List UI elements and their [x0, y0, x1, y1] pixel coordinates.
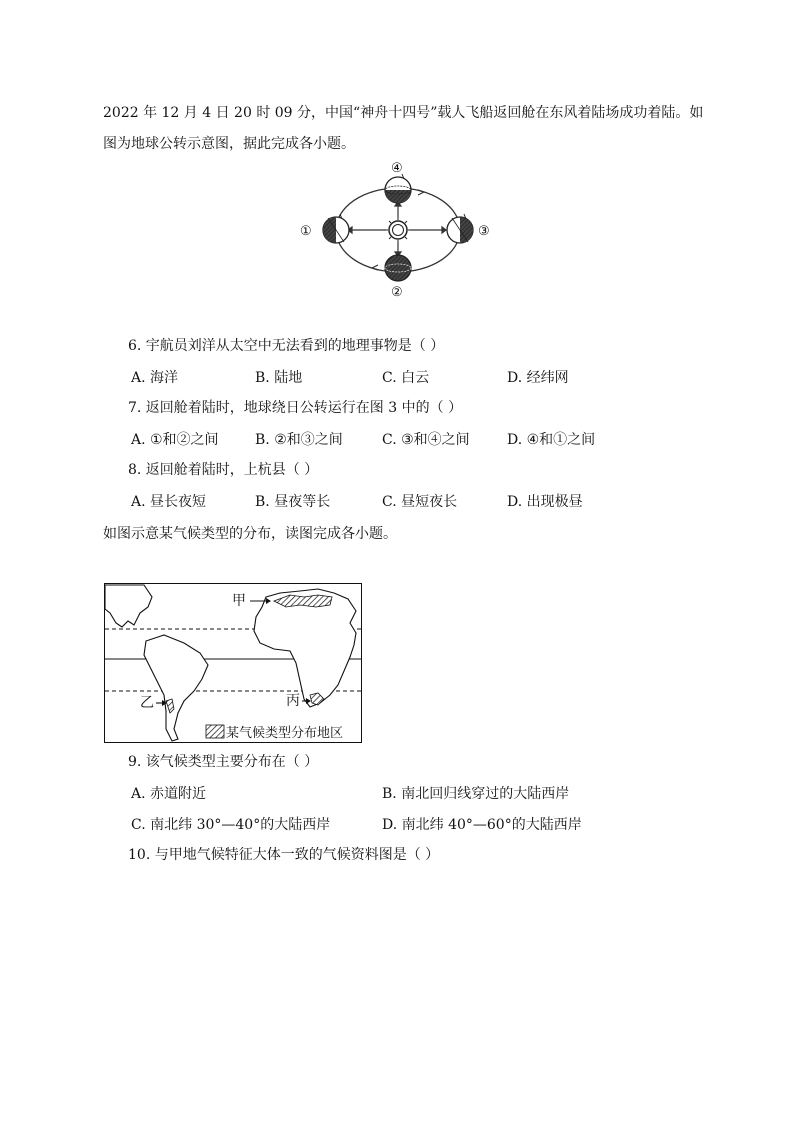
intro-line-2: 图为地球公转示意图，据此完成各小题。	[103, 136, 355, 152]
orbit-label-1: ①	[300, 224, 312, 239]
earth-position-4	[385, 174, 411, 203]
q6-option-b: B. 陆地	[255, 370, 303, 386]
earth-position-1	[323, 214, 349, 243]
q8-option-c: C. 昼短夜长	[382, 494, 458, 510]
q9-option-b: B. 南北回归线穿过的大陆西岸	[382, 786, 570, 802]
q9-option-a: A. 赤道附近	[131, 786, 207, 802]
orbit-label-3: ③	[478, 224, 490, 239]
map-label-bing: 丙	[286, 693, 300, 709]
q6-stem: 6. 宇航员刘洋从太空中无法看到的地理事物是（ ）	[128, 338, 445, 354]
q9-option-d: D. 南北纬 40°—60°的大陆西岸	[382, 817, 582, 833]
q7-option-c: C. ③和④之间	[382, 432, 470, 448]
q8-option-b: B. 昼夜等长	[255, 494, 331, 510]
q6-option-a: A. 海洋	[131, 370, 179, 386]
map-label-jia: 甲	[232, 593, 246, 609]
orbit-label-2: ②	[391, 285, 403, 300]
q8-option-d: D. 出现极昼	[507, 494, 583, 510]
q7-stem: 7. 返回舱着陆时，地球绕日公转运行在图 3 中的（ ）	[128, 400, 463, 416]
orbit-arrow-top	[418, 190, 424, 195]
q8-stem: 8. 返回舱着陆时，上杭县（ ）	[128, 462, 319, 478]
q7-option-a: A. ①和②之间	[131, 432, 219, 448]
climate-distribution-map	[104, 583, 362, 743]
q6-option-d: D. 经纬网	[507, 370, 569, 386]
q7-option-d: D. ④和①之间	[507, 432, 596, 448]
q7-option-b: B. ②和③之间	[255, 432, 343, 448]
q8-option-a: A. 昼长夜短	[131, 494, 207, 510]
earth-orbit-diagram	[298, 160, 508, 300]
legend-swatch	[206, 725, 224, 738]
q10-stem: 10. 与甲地气候特征大体一致的气候资料图是（ ）	[128, 847, 440, 863]
sun-icon	[385, 217, 411, 243]
legend-text: 某气候类型分布地区	[226, 726, 344, 741]
q6-option-c: C. 白云	[382, 370, 430, 386]
intro-2: 如图示意某气候类型的分布，读图完成各小题。	[103, 526, 397, 542]
intro-line-1: 2022 年 12 月 4 日 20 时 09 分，中国“神舟十四号”载人飞船返回舱在东风着陆场成功着陆。如	[103, 105, 704, 121]
earth-position-2	[385, 255, 411, 281]
map-label-yi: 乙	[140, 695, 154, 711]
q9-option-c: C. 南北纬 30°—40°的大陆西岸	[131, 817, 331, 833]
orbit-arrow-bottom	[372, 265, 378, 270]
orbit-label-4: ④	[391, 161, 403, 176]
q9-stem: 9. 该气候类型主要分布在（ ）	[128, 754, 319, 770]
earth-position-3	[447, 214, 473, 243]
